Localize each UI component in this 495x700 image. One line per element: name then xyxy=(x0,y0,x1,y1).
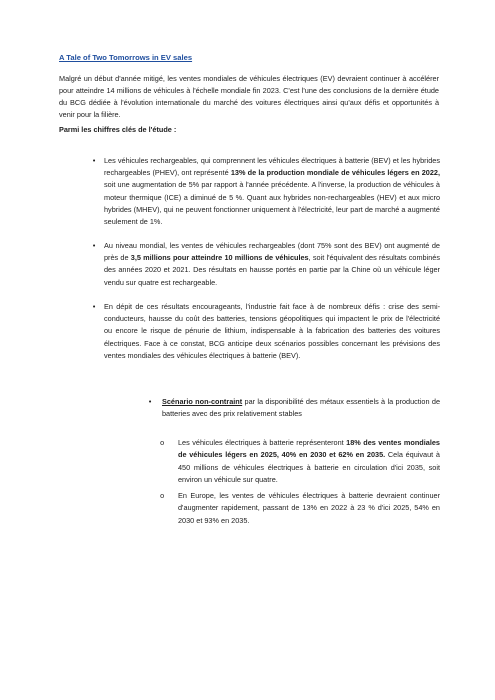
list-item-text: , soit l'équivalent des résultats combinés des années 2020 et 2021. Des résultats en hausse portés en partie par la Chine où un véhicule léger vendu sur quatre est rechargeable. xyxy=(104,253,440,287)
scenario-title: Scénario non-contraint xyxy=(162,397,243,406)
scenario-item xyxy=(162,396,440,420)
list-item-text: Les véhicules rechargeables, qui comprennent les véhicules électriques à batterie (BEV) et les hybrides rechargeables (PHEV), ont représenté xyxy=(104,156,440,178)
sub-list-item-text: En Europe, les ventes de véhicules électriques à batterie devraient continuer d'augmenter rapidement, passant de 13% en 2022 à 23 % d'ici 2025, 54% en 2030 et 93% en 2035. xyxy=(178,491,440,525)
list-item xyxy=(104,240,440,289)
sub-bullet-marker: o xyxy=(160,439,165,447)
list-item-highlight: 13% de la production mondiale de véhicules légers en 2022, xyxy=(230,168,440,178)
sub-bullet-marker: o xyxy=(160,492,165,500)
list-item-text: soit une augmentation de 5% par rapport à l'année précédente. A l'inverse, la production de véhicules à moteur thermique (ICE) a diminué de 5 %. Quant aux hybrides non-rechargeables (HEV) et aux micro hybrides (MHEV), qui ne peuvent fonctionner uniquement à l'électricité, leur part de marché a augmenté seulement de 1%. xyxy=(104,180,440,227)
sub-list-item xyxy=(178,490,440,527)
sub-list-item xyxy=(178,437,440,487)
key-figures-heading: Parmi les chiffres clés de l'étude : xyxy=(59,125,177,134)
bullet-marker: • xyxy=(92,242,97,250)
list-item xyxy=(104,155,440,228)
sub-list-item-highlight: 18% des ventes mondiales de véhicules légers en 2025, 40% en 2030 et 62% en 2035. xyxy=(178,438,440,460)
list-item-text: Au niveau mondial, les ventes de véhicules rechargeables (dont 75% sont des BEV) ont augmenté de près de xyxy=(104,241,440,263)
article-title-link[interactable]: A Tale of Two Tomorrows in EV sales xyxy=(59,53,193,62)
bullet-marker: • xyxy=(148,398,153,406)
sub-list-item-text: Les véhicules électriques à batterie représenteront xyxy=(178,438,347,447)
bullet-marker: • xyxy=(92,157,97,165)
list-item xyxy=(104,301,440,362)
list-item-text: En dépit de ces résultats encourageants, l'industrie fait face à de nombreux défis : crise des semi-conducteurs, hausse du coût des batteries, tensions géopolitiques qui impactent le prix de l'électricité ou encore le risque de pénurie de lithium, indispensable à la fabrication des batteries des voitures électriques. Face à ce constat, BCG anticipe deux scénarios possibles concernant les prévisions des ventes mondiales des véhicules électriques à batterie (BEV). xyxy=(104,302,440,360)
sub-list-item-text: Cela équivaut à 450 millions de véhicules électriques à batterie en circulation d'ici 2035, soit environ un véhicule sur quatre. xyxy=(178,450,440,485)
intro-paragraph: Malgré un début d'année mitigé, les ventes mondiales de véhicules électriques (EV) devraient continuer à accélérer pour atteindre 14 millions de véhicules à l'échelle mondiale fin 2023. C'est l'une des conclusions de la dernière étude du BCG dédiée à l'évolution internationale du marché des voitures électriques ainsi qu'aux défis et opportunités à venir pour la filière. xyxy=(59,74,439,119)
list-item-highlight: 3,5 millions pour atteindre 10 millions de véhicules xyxy=(130,253,309,263)
bullet-marker: • xyxy=(92,303,97,311)
scenario-text: par la disponibilité des métaux essentiels à la production de batteries avec des prix relativement stables xyxy=(162,397,440,419)
